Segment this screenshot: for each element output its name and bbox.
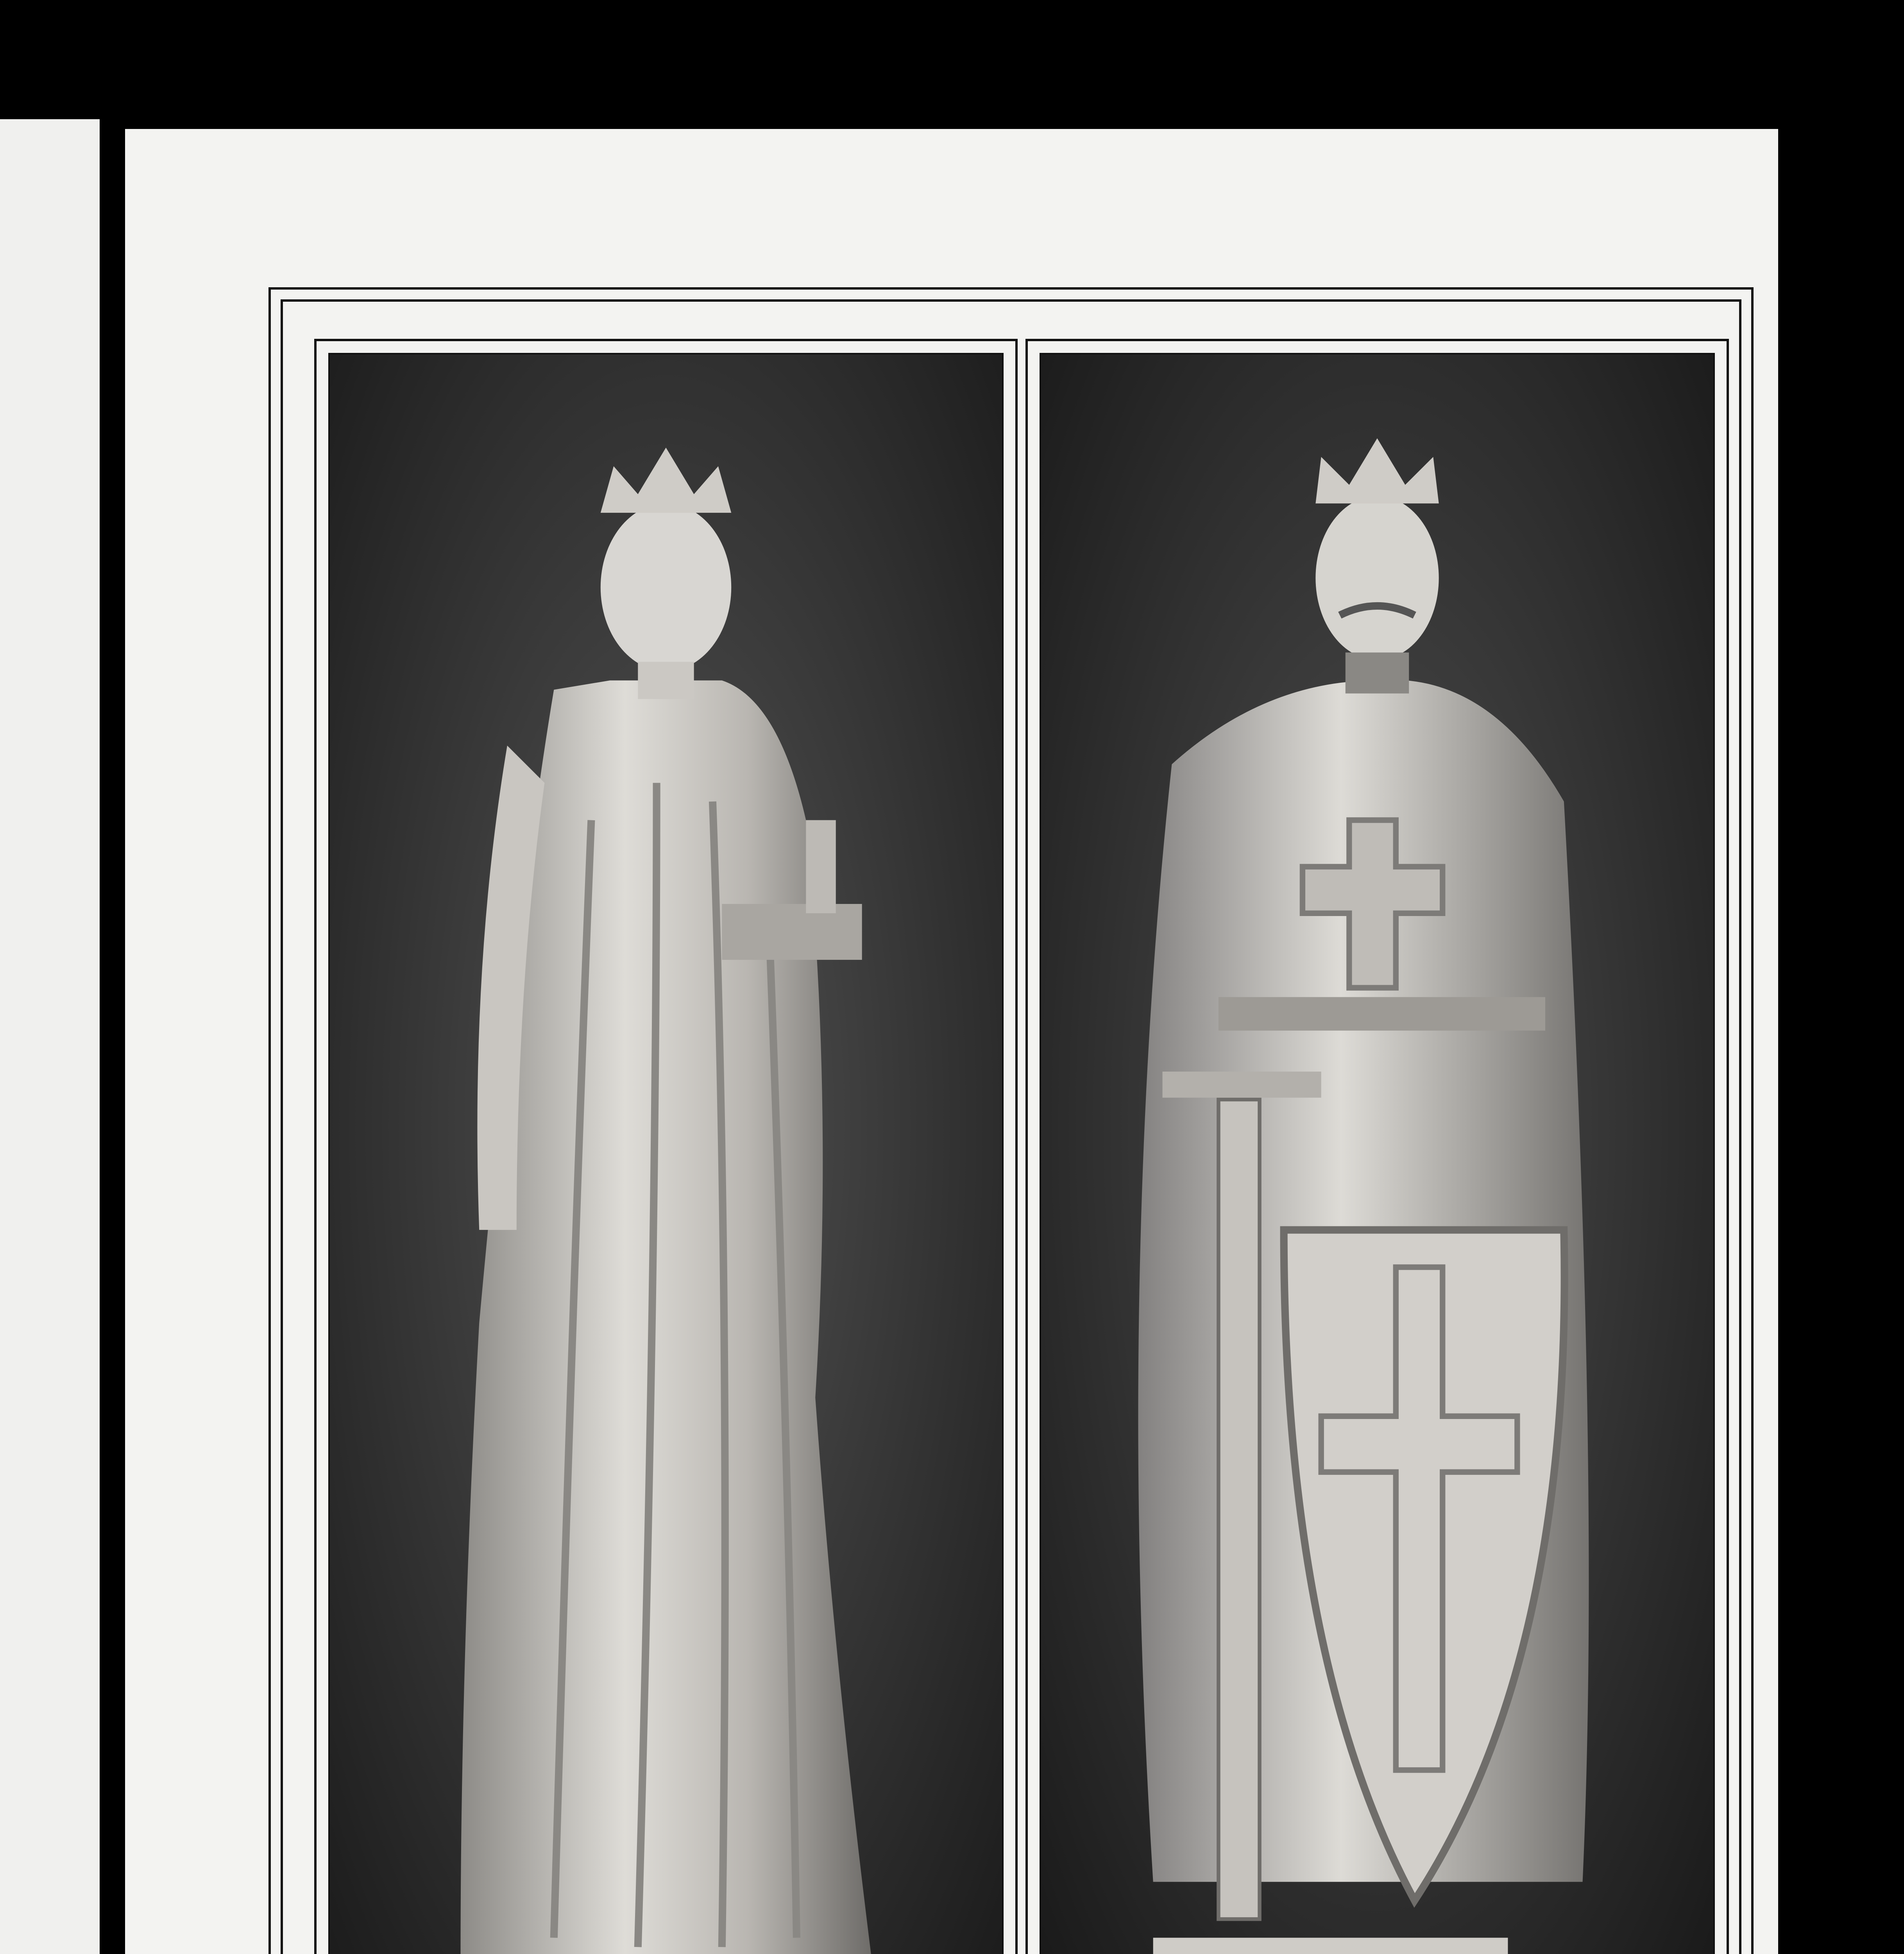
kaiser-statue-photo [1040,353,1715,1954]
page-border [268,287,1754,1954]
empress-photo-frame [314,339,1018,1954]
kaiser-photo-frame [1025,339,1729,1954]
page-inner-border [281,299,1741,1954]
empress-statue-photo [328,353,1004,1954]
left-page-edge [0,119,100,1954]
magazine-page [125,129,1778,1954]
